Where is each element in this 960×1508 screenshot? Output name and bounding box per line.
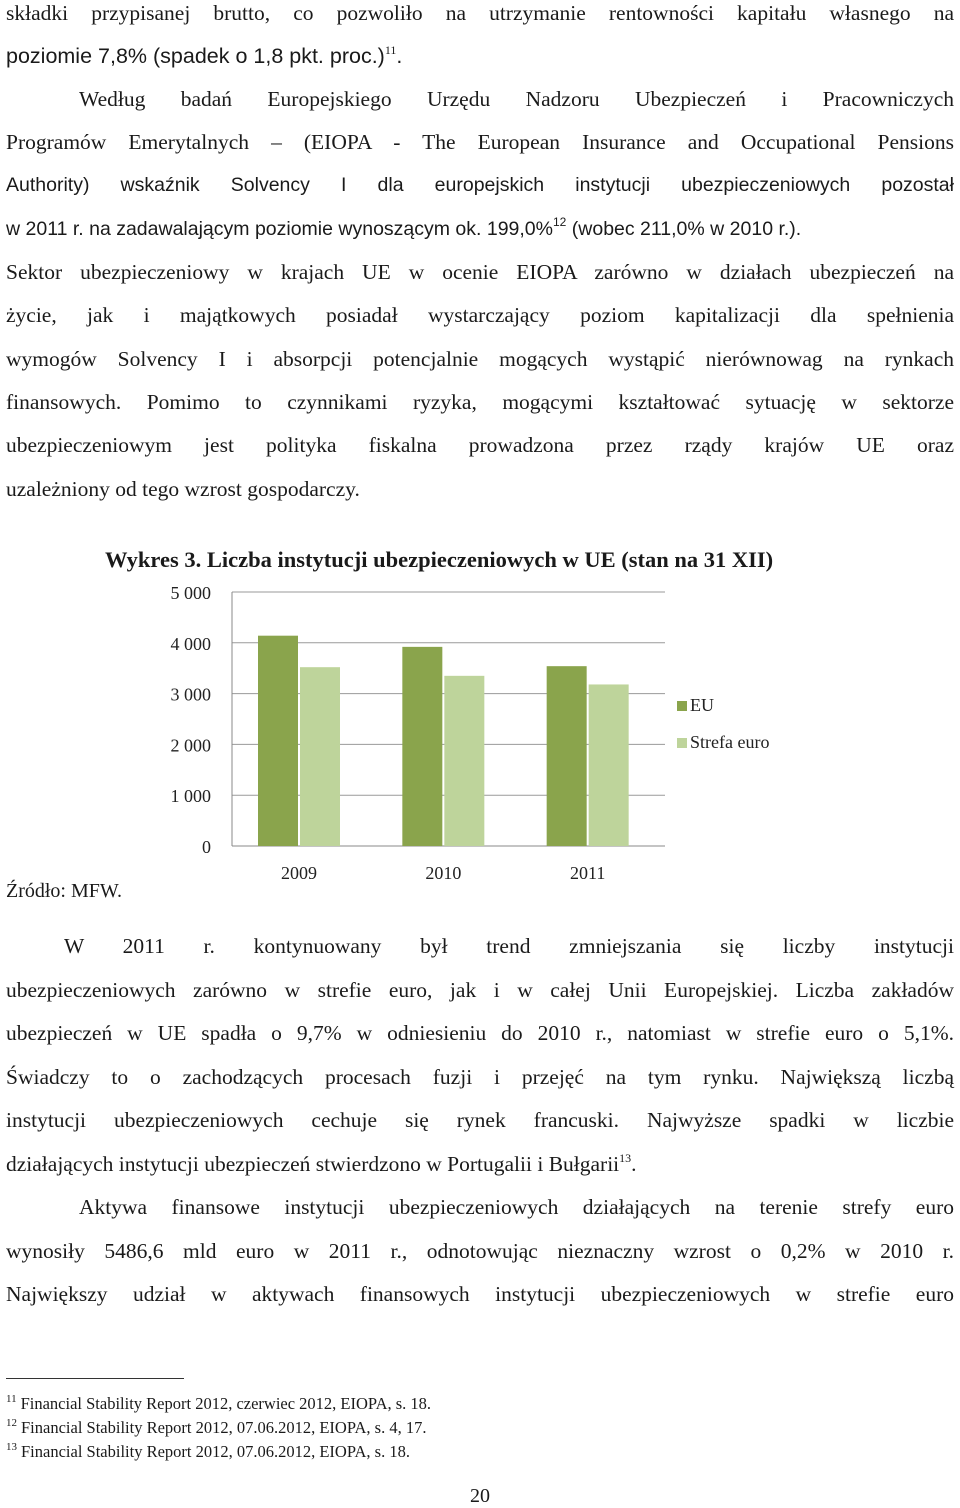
paragraph-3-line-6-text: działających instytucji ubezpieczeń stwierdzono w Portugalii i Bułgarii: [6, 1152, 620, 1176]
x-tick-label: 2010: [425, 863, 462, 880]
paragraph-3-line-2: ubezpieczeniowych zarówno w strefie euro, jak i w całej Unii Europejskiej. Liczba zakładów: [6, 978, 954, 1002]
bar-eu-2009: [258, 636, 298, 846]
y-tick-label: 5 000: [170, 583, 211, 603]
chart-title: Wykres 3. Liczba instytucji ubezpieczeniowych w UE (stan na 31 XII): [105, 547, 774, 572]
paragraph-2-line-4-text: w 2011 r. na zadawalającym poziomie wynoszącym ok. 199,0%: [6, 218, 553, 240]
footnote-12: [6, 1418, 426, 1438]
paragraph-2-line-4-end: (wobec 211,0% w 2010 r.).: [566, 218, 802, 240]
footnote-text: Financial Stability Report 2012, 07.06.2012, EIOPA, s. 18.: [21, 1442, 410, 1461]
legend-label: EU: [690, 695, 714, 715]
bar-strefa-euro-2011: [589, 684, 629, 846]
bar-strefa-euro-2010: [444, 676, 484, 846]
footnote-13: [6, 1442, 410, 1462]
paragraph-1-line-2-end: .: [396, 44, 403, 68]
bar-eu-2011: [547, 666, 587, 846]
footnote-ref-13: 13: [619, 1151, 632, 1165]
paragraph-3-line-1: W 2011 r. kontynuowany był trend zmniejszania się liczby instytucji: [64, 934, 954, 958]
paragraph-4-line-2: wynosiły 5486,6 mld euro w 2011 r., odnotowując nieznaczny wzrost o 0,2% w 2010 r.: [6, 1239, 954, 1263]
paragraph-4-line-1: Aktywa finansowe instytucji ubezpieczeniowych działających na terenie strefy euro: [79, 1195, 954, 1219]
chart-source: Źródło: MFW.: [6, 880, 122, 902]
paragraph-2-line-10: uzależniony od tego wzrost gospodarczy.: [6, 477, 360, 501]
paragraph-2-line-8: finansowych. Pomimo to czynnikami ryzyka, mogącymi kształtować sytuację w sektorze: [6, 390, 954, 414]
paragraph-1-line-2: [6, 43, 954, 69]
legend-swatch: [677, 701, 687, 711]
footnote-separator: [6, 1378, 184, 1379]
y-tick-label: 3 000: [170, 684, 211, 705]
paragraph-3-line-5: instytucji ubezpieczeniowych cechuje się rynek francuski. Najwyższe spadki w liczbie: [6, 1108, 954, 1132]
x-tick-label: 2011: [569, 863, 606, 880]
x-tick-label: 2009: [281, 863, 317, 880]
paragraph-2-line-1: Według badań Europejskiego Urzędu Nadzoru Ubezpieczeń i Pracowniczych: [79, 87, 954, 111]
y-tick-label: 2 000: [170, 735, 211, 756]
paragraph-2-line-4: [6, 216, 954, 242]
legend-swatch: [677, 738, 687, 748]
paragraph-3-line-6-end: .: [631, 1152, 637, 1176]
paragraph-3-line-6: [6, 1151, 954, 1177]
paragraph-1-line-1: składki przypisanej brutto, co pozwoliło na utrzymanie rentowności kapitału własnego na: [6, 1, 954, 25]
y-tick-label: 0: [202, 837, 211, 857]
paragraph-2-line-2: Programów Emerytalnych – (EIOPA - The European Insurance and Occupational Pensions: [6, 130, 954, 154]
legend-label: Strefa euro: [690, 732, 770, 752]
footnote-11: [6, 1394, 431, 1414]
footnote-number: 12: [6, 1417, 17, 1429]
paragraph-3-line-4: Świadczy to o zachodzących procesach fuzji i przejęć na tym rynku. Największą liczbą: [6, 1065, 954, 1089]
footnote-text: Financial Stability Report 2012, czerwiec 2012, EIOPA, s. 18.: [20, 1394, 432, 1413]
paragraph-2-line-7: wymogów Solvency I i absorpcji potencjalnie mogących wystąpić nierównowag na rynkach: [6, 347, 954, 371]
footnote-ref-11: 11: [384, 43, 397, 57]
bar-eu-2010: [402, 647, 442, 846]
paragraph-3-line-3: ubezpieczeń w UE spadła o 9,7% w odniesieniu do 2010 r., natomiast w strefie euro o 5,1%.: [6, 1021, 954, 1045]
paragraph-2-line-6: życie, jak i majątkowych posiadał wystarczający poziom kapitalizacji dla spełnienia: [6, 303, 954, 327]
footnote-number: 11: [6, 1393, 17, 1405]
paragraph-2-line-3: Authority) wskaźnik Solvency I dla europejskich instytucji ubezpieczeniowych pozostał: [6, 174, 954, 196]
paragraph-1-line-2-text: poziomie 7,8% (spadek o 1,8 pkt. proc.): [6, 44, 385, 68]
paragraph-2-line-5: Sektor ubezpieczeniowy w krajach UE w ocenie EIOPA zarówno w działach ubezpieczeń na: [6, 260, 954, 284]
paragraph-2-line-9: ubezpieczeniowym jest polityka fiskalna prowadzona przez rządy krajów UE oraz: [6, 433, 954, 457]
paragraph-4-line-3: Największy udział w aktywach finansowych instytucji ubezpieczeniowych w strefie euro: [6, 1282, 954, 1306]
y-tick-label: 4 000: [170, 633, 211, 654]
footnote-ref-12: 12: [553, 215, 567, 229]
y-tick-label: 1 000: [170, 786, 211, 807]
page-number: 20: [470, 1485, 490, 1507]
footnote-number: 13: [6, 1441, 17, 1453]
bar-chart: [0, 575, 960, 880]
bar-strefa-euro-2009: [300, 667, 340, 846]
footnote-text: Financial Stability Report 2012, 07.06.2012, EIOPA, s. 4, 17.: [21, 1418, 427, 1437]
